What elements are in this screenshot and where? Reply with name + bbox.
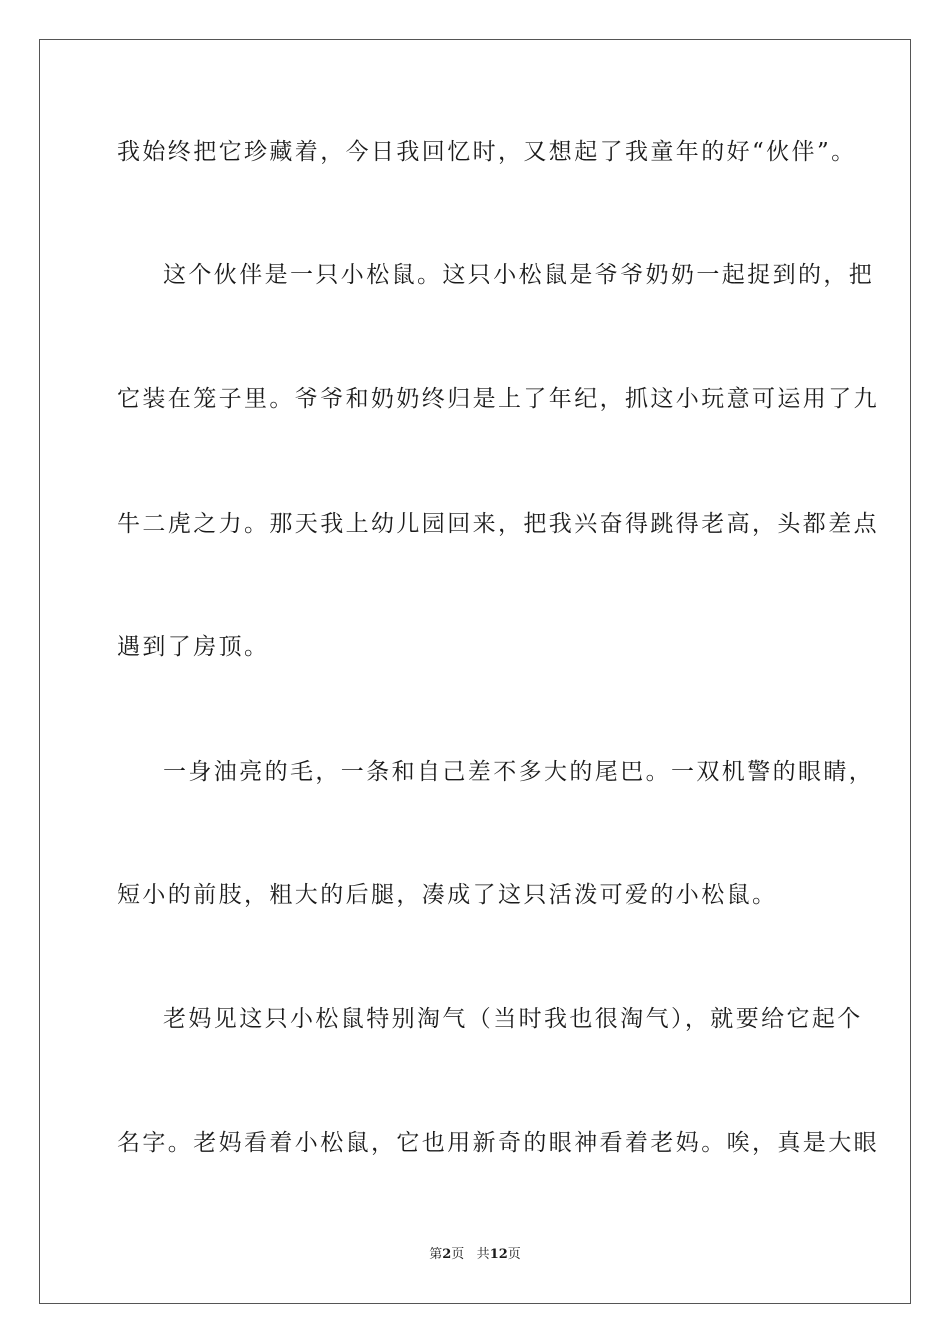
text-line-2: 这个伙伴是一只小松鼠。这只小松鼠是爷爷奶奶一起捉到的，把 <box>163 262 875 288</box>
total-pages: 12 <box>489 1247 508 1262</box>
page-prefix: 第 <box>429 1247 443 1262</box>
text-line-5: 遇到了房顶。 <box>117 634 270 660</box>
text-line-8: 老妈见这只小松鼠特别淘气（当时我也很淘气），就要给它起个 <box>163 1006 863 1032</box>
total-suffix: 页 <box>507 1247 521 1262</box>
text-line-9: 名字。老妈看着小松鼠，它也用新奇的眼神看着老妈。唉，真是大眼 <box>117 1130 879 1156</box>
text-line-4: 牛二虎之力。那天我上幼儿园回来，把我兴奋得跳得老高，头都差点 <box>117 511 879 537</box>
page-number: 2 <box>442 1247 452 1262</box>
page-footer <box>0 1246 950 1264</box>
total-prefix: 共 <box>476 1247 490 1262</box>
text-line-7: 短小的前肢，粗大的后腿，凑成了这只活泼可爱的小松鼠。 <box>117 882 778 908</box>
page-suffix: 页 <box>451 1247 465 1262</box>
text-line-1: 我始终把它珍藏着，今日我回忆时，又想起了我童年的好“伙伴”。 <box>117 139 857 165</box>
text-line-6: 一身油亮的毛，一条和自己差不多大的尾巴。一双机警的眼睛， <box>163 759 875 785</box>
page-border <box>39 39 911 1304</box>
text-line-3: 它装在笼子里。爷爷和奶奶终归是上了年纪，抓这小玩意可运用了九 <box>117 386 879 412</box>
